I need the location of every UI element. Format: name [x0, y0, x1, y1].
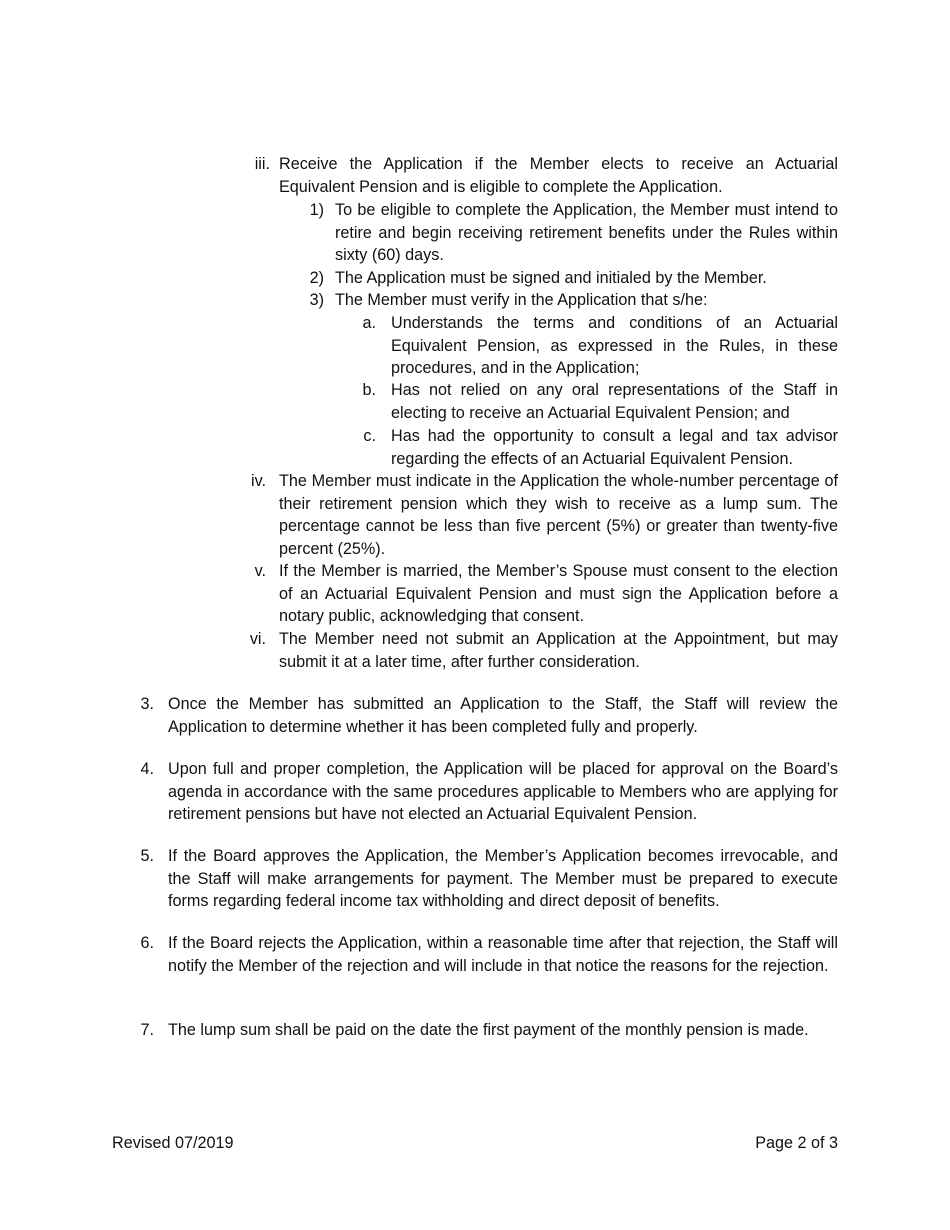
list-text: The Member must verify in the Application that s/he: [335, 291, 708, 309]
list-marker: b. [362, 381, 376, 399]
list-marker: v. [254, 562, 266, 580]
footer-page-number: Page 2 of 3 [755, 1134, 838, 1152]
list-marker: c. [363, 427, 376, 445]
list-marker: 3. [140, 695, 154, 713]
list-marker: vi. [249, 630, 266, 648]
list-marker: a. [362, 314, 376, 332]
list-text: Understands the terms and conditions of an Actuarial Equivalent Pension, as expressed in the Rules, in these procedures, and in the Application; [391, 314, 838, 378]
list-text: The Member need not submit an Application at the Appointment, but may submit it at a later time, after further consideration. [279, 630, 838, 671]
list-marker: 1) [309, 201, 324, 219]
list-marker: 3) [309, 291, 324, 309]
list-text: Upon full and proper completion, the Application will be placed for approval on the Board’s agenda in accordance with the same procedures applicable to Members who are applying for retirement pensions but have not elected an Actuarial Equivalent Pension. [168, 760, 838, 824]
list-text: Receive the Application if the Member elects to receive an Actuarial Equivalent Pension and is eligible to complete the Application. [279, 155, 838, 196]
list-text: If the Board approves the Application, the Member’s Application becomes irrevocable, and the Staff will make arrangements for payment. The Member must be prepared to execute forms regarding federal income tax withholding and direct deposit of benefits. [168, 847, 838, 911]
footer-revised-date: Revised 07/2019 [112, 1134, 234, 1152]
list-marker: 5. [140, 847, 154, 865]
list-text: The Application must be signed and initialed by the Member. [335, 269, 767, 287]
list-marker: 6. [140, 934, 154, 952]
list-text: Has not relied on any oral representations of the Staff in electing to receive an Actuarial Equivalent Pension; and [391, 381, 838, 422]
list-text: If the Member is married, the Member’s Spouse must consent to the election of an Actuarial Equivalent Pension and must sign the Application before a notary public, acknowledging that consent. [279, 562, 838, 626]
list-text: If the Board rejects the Application, within a reasonable time after that rejection, the Staff will notify the Member of the rejection and will include in that notice the reasons for the rejection. [168, 934, 838, 975]
list-marker: iii. [254, 155, 270, 173]
list-marker: 7. [140, 1021, 154, 1039]
list-text: Has had the opportunity to consult a legal and tax advisor regarding the effects of an Actuarial Equivalent Pension. [391, 427, 838, 468]
list-text: The Member must indicate in the Application the whole-number percentage of their retirement pension which they wish to receive as a lump sum. The percentage cannot be less than five percent (5%) or greater than twenty-five percent (25%). [279, 472, 838, 558]
list-text: To be eligible to complete the Application, the Member must intend to retire and begin receiving retirement benefits under the Rules within sixty (60) days. [335, 201, 838, 265]
list-marker: 4. [140, 760, 154, 778]
list-marker: 2) [309, 269, 324, 287]
list-text: The lump sum shall be paid on the date the first payment of the monthly pension is made. [168, 1021, 809, 1039]
list-text: Once the Member has submitted an Application to the Staff, the Staff will review the Application to determine whether it has been completed fully and properly. [168, 695, 838, 736]
list-marker: iv. [251, 472, 266, 490]
